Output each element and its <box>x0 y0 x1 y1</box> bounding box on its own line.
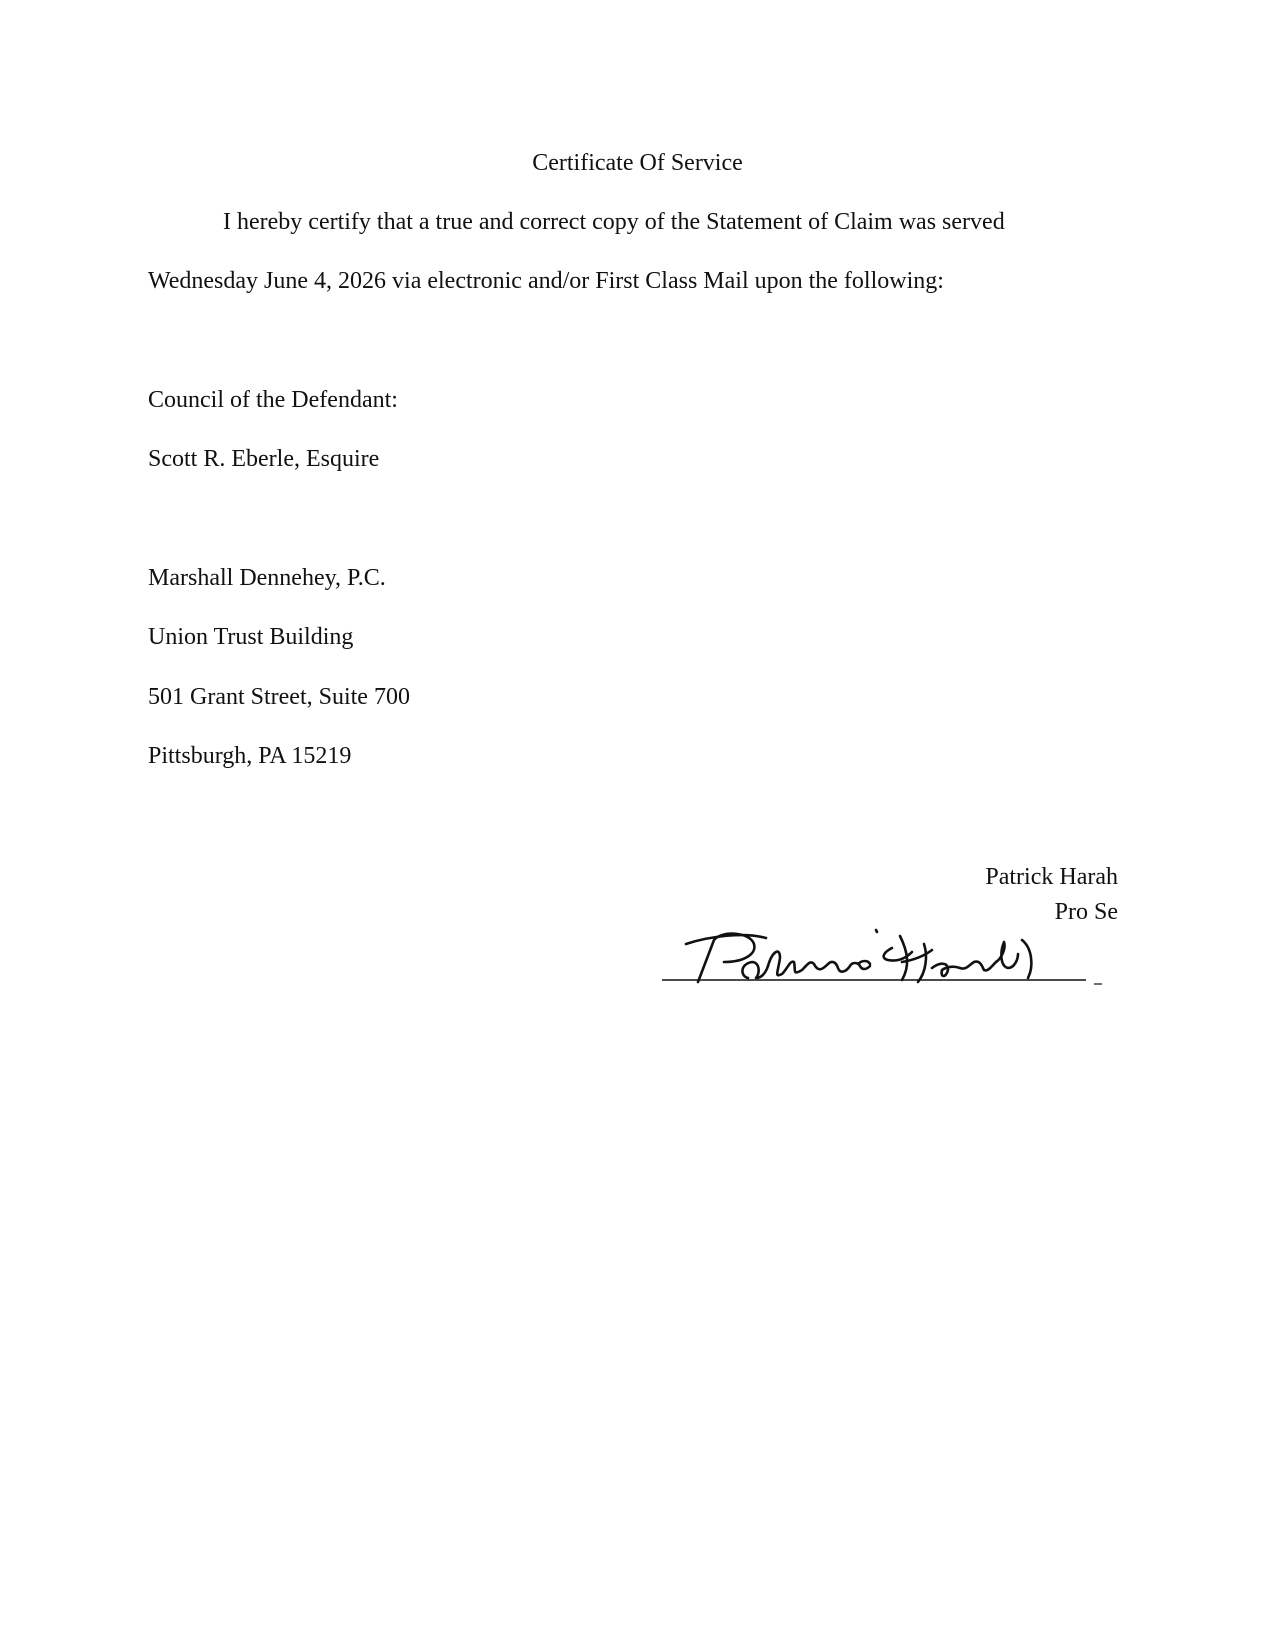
certification-line-1: I hereby certify that a true and correct copy of the Statement of Claim was served <box>223 209 1005 235</box>
signer-role: Pro Se <box>1054 899 1118 925</box>
certification-line-2: Wednesday June 4, 2026 via electronic and/or First Class Mail upon the following: <box>148 268 944 294</box>
firm-name: Marshall Dennehey, P.C. <box>148 565 386 591</box>
handwritten-signature <box>662 922 1120 1002</box>
counsel-name: Scott R. Eberle, Esquire <box>148 446 380 472</box>
firm-city-state-zip: Pittsburgh, PA 15219 <box>148 743 352 769</box>
firm-street: 501 Grant Street, Suite 700 <box>148 684 410 710</box>
document-title: Certificate Of Service <box>532 150 743 176</box>
signer-name: Patrick Harah <box>985 864 1118 890</box>
counsel-label: Council of the Defendant: <box>148 387 398 413</box>
firm-building: Union Trust Building <box>148 624 354 650</box>
